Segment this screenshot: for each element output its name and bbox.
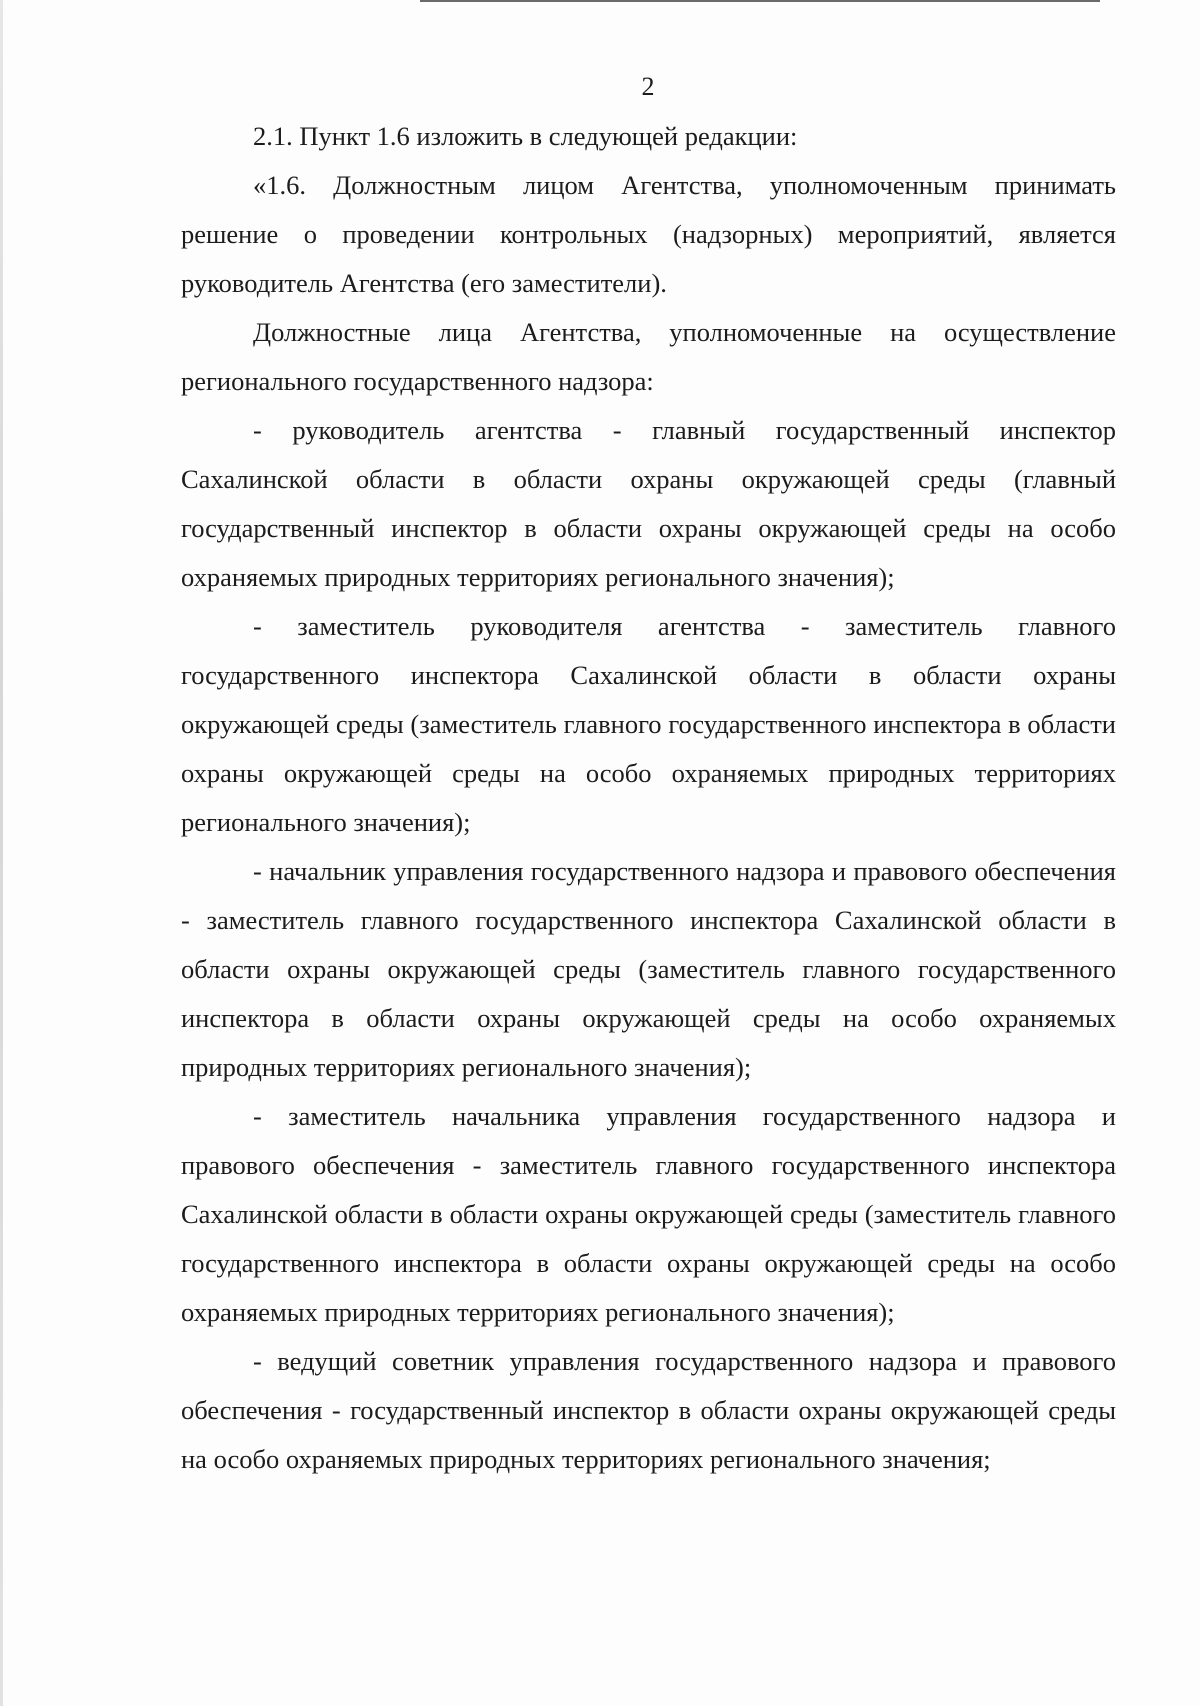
list-item-department-chief: - начальник управления государственного надзора и правового обеспечения - заместитель главного государственного инспектора Сахалинской области в области охраны окружающей среды (заместитель главного государственного инспектора в области охраны окружающей среды на особо охраняемых природных территориях регионального значения); bbox=[181, 856, 1116, 1082]
list-item-head: - руководитель агентства - главный государственный инспектор Сахалинской области в области охраны окружающей среды (главный государственный инспектор в области охраны окружающей среды на особо охраняемых природных территориях регионального значения); bbox=[181, 415, 1116, 592]
paragraph-official: «1.6. Должностным лицом Агентства, уполномоченным принимать решение о проведении контрольных (надзорных) мероприятий, является руководитель Агентства (его заместители). bbox=[181, 170, 1116, 298]
paragraph-amendment: 2.1. Пункт 1.6 изложить в следующей редакции: bbox=[253, 121, 798, 151]
document-body bbox=[181, 112, 1116, 1484]
page-number: 2 bbox=[641, 72, 655, 101]
top-rule bbox=[420, 0, 1100, 2]
scan-edge bbox=[0, 0, 3, 1706]
paragraph-officials-list-intro: Должностные лица Агентства, уполномоченные на осуществление регионального государственного надзора: bbox=[181, 317, 1116, 396]
list-item-leading-advisor: - ведущий советник управления государственного надзора и правового обеспечения - государственный инспектор в области охраны окружающей среды на особо охраняемых природных территориях регионального значения; bbox=[181, 1346, 1116, 1474]
list-item-deputy-head: - заместитель руководителя агентства - заместитель главного государственного инспектора Сахалинской области в области охраны окружающей среды (заместитель главного государственного инспектора в области охраны окружающей среды на особо охраняемых природных территориях регионального значения); bbox=[181, 611, 1116, 837]
list-item-deputy-department-chief: - заместитель начальника управления государственного надзора и правового обеспечения - заместитель главного государственного инспектора Сахалинской области в области охраны окружающей среды (заместитель главного государственного инспектора в области охраны окружающей среды на особо охраняемых природных территориях регионального значения); bbox=[181, 1101, 1116, 1327]
